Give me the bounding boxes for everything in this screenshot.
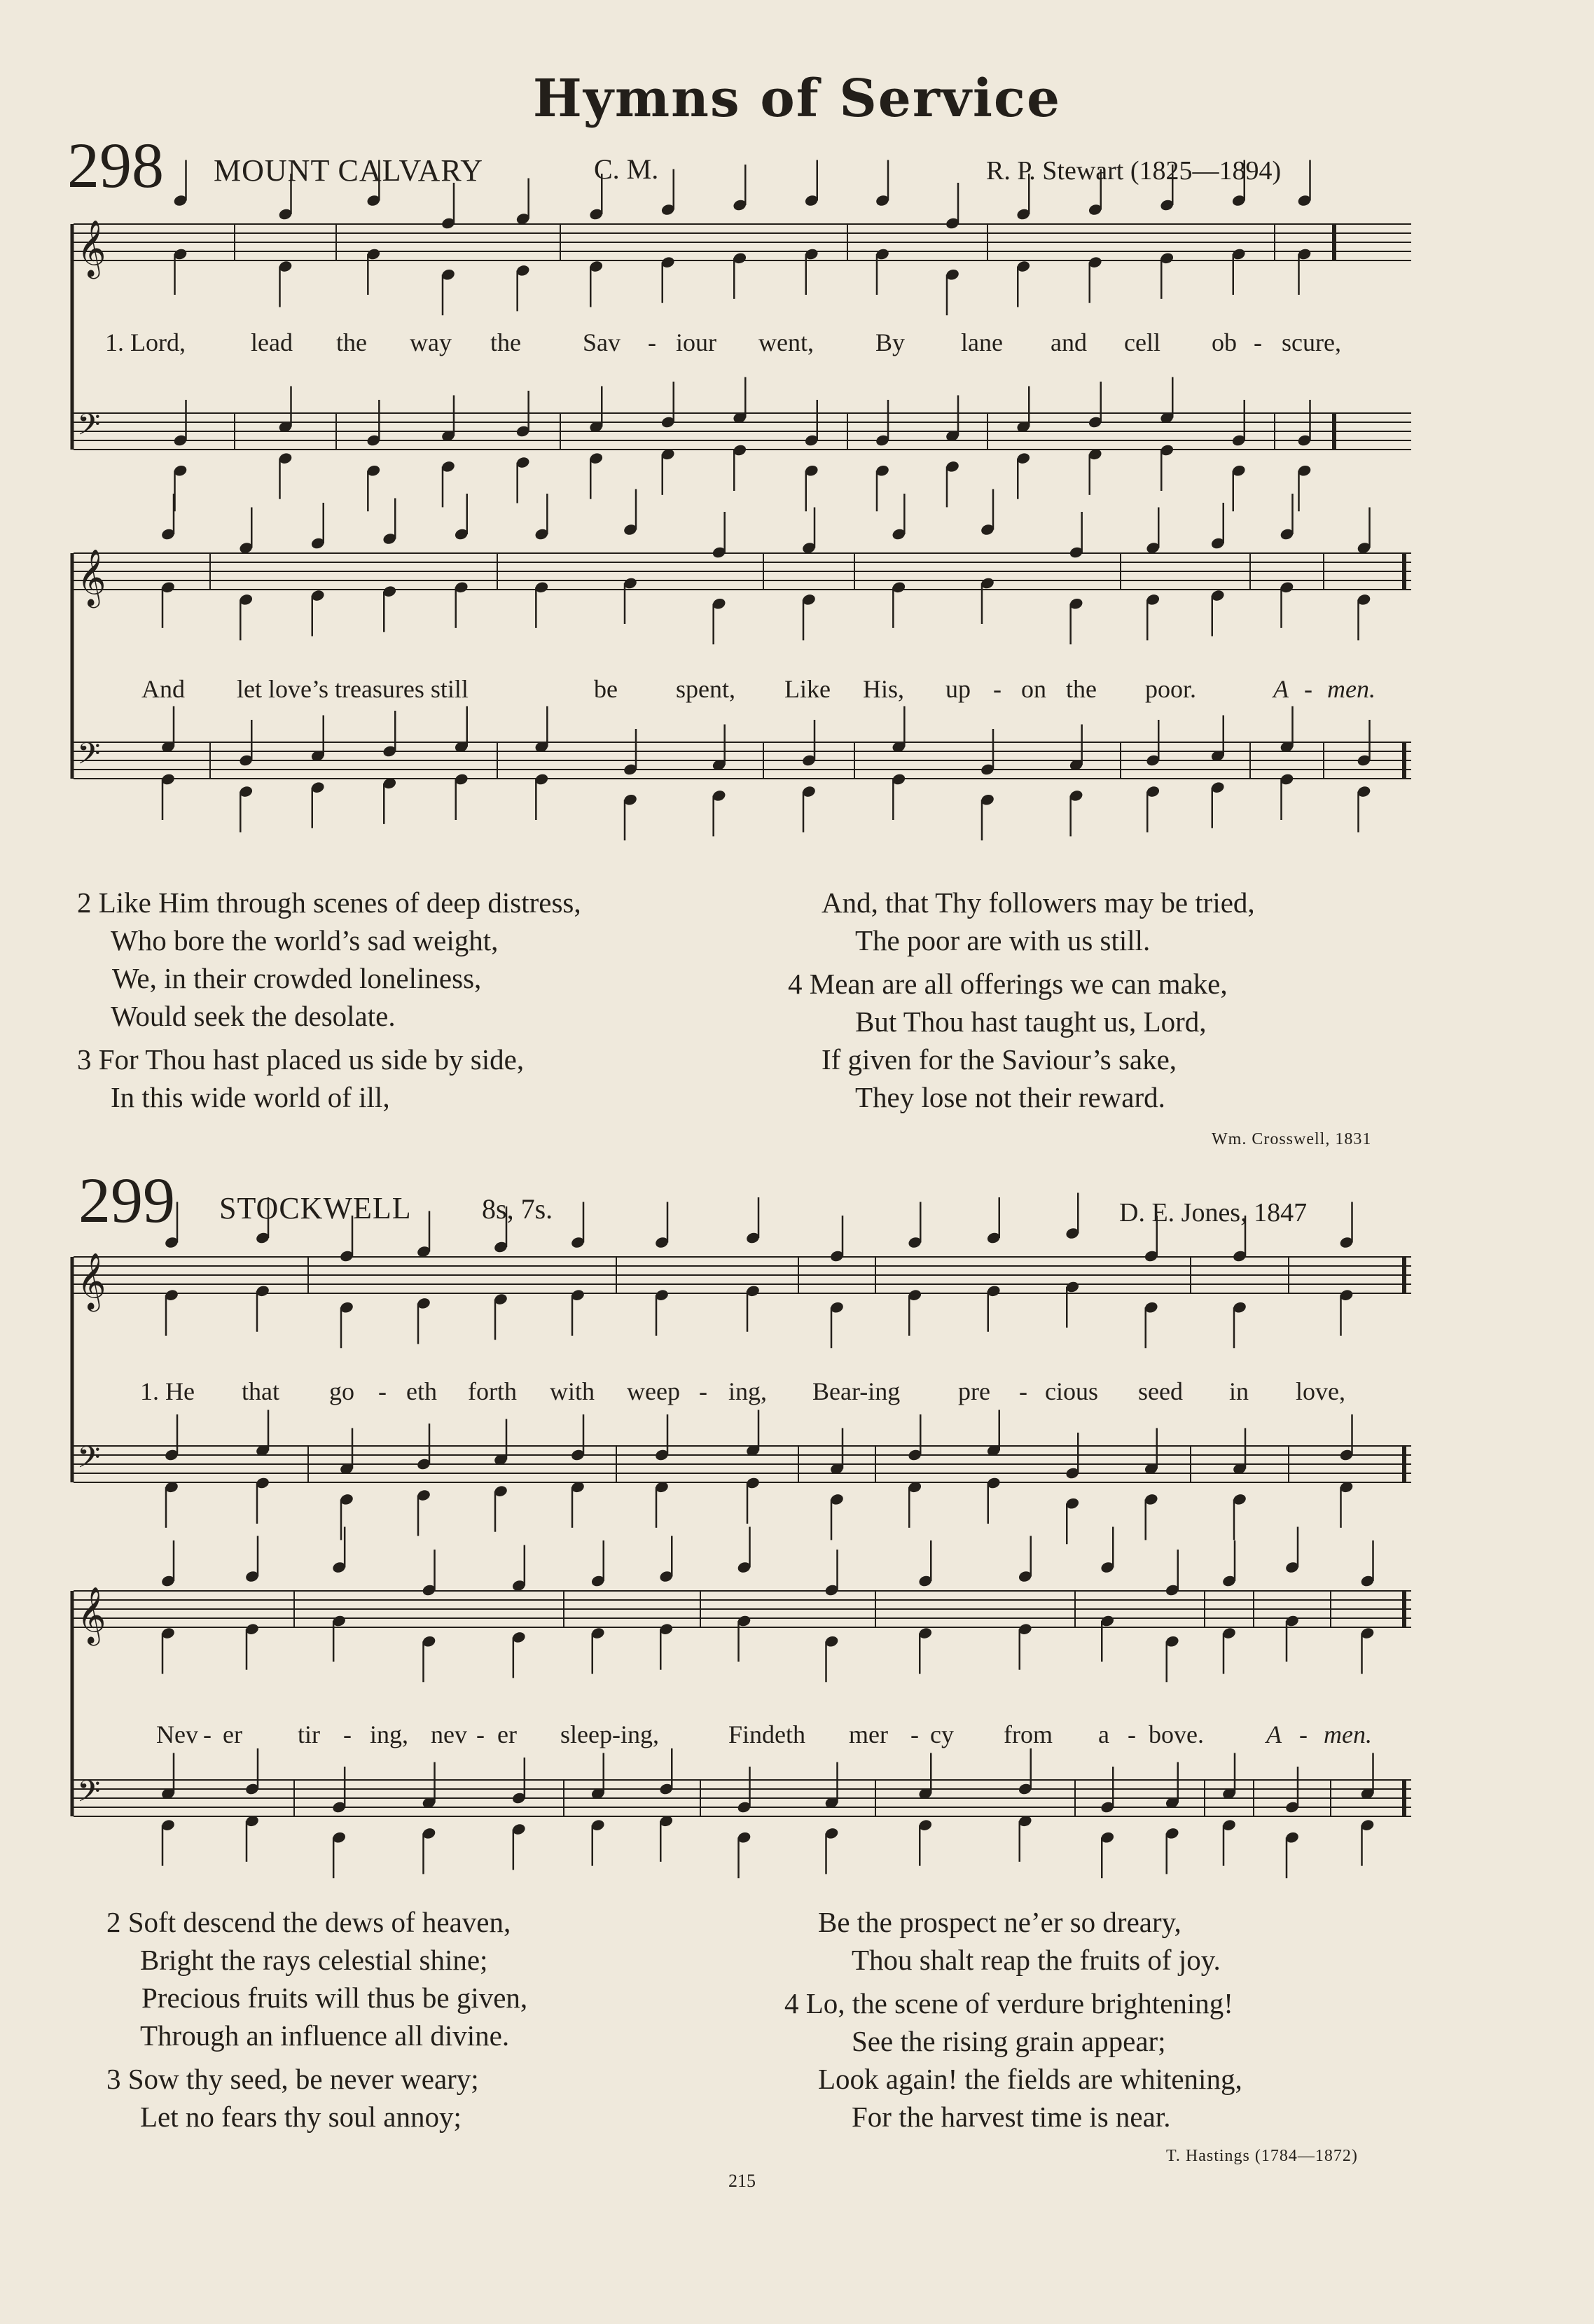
- lyric-syllable: Nev: [156, 1720, 198, 1748]
- lyrics-line: [0, 674, 1594, 709]
- lyric-syllable: the: [1066, 675, 1097, 703]
- lyric-syllable: -: [1304, 675, 1312, 703]
- lyric-syllable: forth: [468, 1377, 517, 1405]
- verse-line: 4 Mean are all offerings we can make,: [788, 968, 1228, 1000]
- lyric-syllable: er: [223, 1720, 242, 1748]
- verse-line: The poor are with us still.: [855, 924, 1151, 956]
- lyric-syllable: be: [594, 675, 618, 703]
- page-number: 215: [728, 2171, 756, 2191]
- tune-name: STOCKWELL: [219, 1191, 412, 1225]
- verse-line: Let no fears thy soul annoy;: [140, 2101, 462, 2133]
- lyric-syllable: Sav: [583, 328, 621, 356]
- lyric-syllable: cious: [1045, 1377, 1098, 1405]
- lyric-syllable: go: [329, 1377, 354, 1405]
- lyric-syllable: By: [875, 328, 906, 356]
- tune-name: MOUNT CALVARY: [214, 153, 484, 188]
- lyric-syllable: Bear-ing: [812, 1377, 901, 1405]
- lyric-syllable: Like: [784, 675, 831, 703]
- lyric-syllable: bove.: [1149, 1720, 1204, 1748]
- verse-line: Bright the rays celestial shine;: [140, 1944, 488, 1976]
- lyrics-line: [0, 1377, 1594, 1412]
- verse-line: Through an influence all divine.: [140, 2019, 510, 2052]
- bass-clef-icon: 𝄢: [77, 737, 101, 779]
- lyric-syllable: -: [343, 1720, 352, 1748]
- hymn-author: T. Hastings (1784—1872): [1166, 2147, 1358, 2165]
- lyric-syllable: sleep-ing,: [560, 1720, 659, 1748]
- bass-clef-icon: 𝄢: [77, 1440, 101, 1482]
- lyric-syllable: lead: [251, 328, 293, 356]
- lyric-syllable: cy: [930, 1720, 954, 1748]
- lyric-syllable: er: [497, 1720, 517, 1748]
- lyric-syllable: the: [336, 328, 367, 356]
- verse-line: 2 Like Him through scenes of deep distress,: [77, 886, 581, 919]
- verse-line: 4 Lo, the scene of verdure brightening!: [784, 1987, 1233, 2019]
- lyric-syllable: ing,: [728, 1377, 768, 1405]
- lyric-syllable: -: [993, 675, 1002, 703]
- verse-line: Thou shalt reap the fruits of joy.: [852, 1944, 1221, 1976]
- lyric-syllable: love,: [1296, 1377, 1345, 1405]
- lyric-syllable: tir: [298, 1720, 320, 1748]
- verse-line: And, that Thy followers may be tried,: [822, 886, 1255, 919]
- lyric-syllable: a: [1098, 1720, 1109, 1748]
- lyrics-line: [0, 328, 1594, 363]
- verse-line: But Thou hast taught us, Lord,: [855, 1006, 1207, 1038]
- lyric-syllable: A: [1266, 1720, 1282, 1748]
- treble-clef-icon: 𝄞: [77, 219, 106, 277]
- lyric-syllable: ob: [1212, 328, 1237, 356]
- lyric-syllable: -: [476, 1720, 485, 1748]
- verses-left: [77, 884, 581, 1116]
- lyric-syllable: and: [1051, 328, 1087, 356]
- lyric-syllable: -: [1019, 1377, 1027, 1405]
- lyric-syllable: -: [910, 1720, 919, 1748]
- verse-line: For the harvest time is near.: [852, 2101, 1171, 2133]
- lyric-syllable: weep: [627, 1377, 680, 1405]
- lyric-syllable: 1. He: [140, 1377, 195, 1405]
- verse-line: 2 Soft descend the dews of heaven,: [106, 1906, 511, 1938]
- treble-clef-icon: 𝄞: [77, 548, 106, 606]
- lyric-syllable: the: [490, 328, 521, 356]
- lyric-syllable: eth: [406, 1377, 437, 1405]
- lyric-syllable: iour: [676, 328, 716, 356]
- hymn-number: 299: [78, 1164, 175, 1236]
- meter: 8s, 7s.: [482, 1193, 553, 1225]
- verse-line: 3 For Thou hast placed us side by side,: [77, 1043, 525, 1076]
- lyric-syllable: -: [1299, 1720, 1308, 1748]
- verse-line: If given for the Saviour’s sake,: [822, 1043, 1177, 1076]
- composer: R. P. Stewart (1825—1894): [986, 156, 1282, 186]
- lyric-syllable: way: [410, 328, 452, 356]
- lyric-syllable: -: [378, 1377, 387, 1405]
- treble-clef-icon: 𝄞: [77, 1252, 106, 1309]
- verse-line: Who bore the world’s sad weight,: [111, 924, 499, 956]
- lyric-syllable: 1. Lord,: [105, 328, 186, 356]
- lyric-syllable: -: [648, 328, 656, 356]
- lyric-syllable: spent,: [676, 675, 735, 703]
- lyric-syllable: up: [945, 675, 971, 703]
- verse-line: We, in their crowded loneliness,: [112, 962, 482, 994]
- verse-line: 3 Sow thy seed, be never weary;: [106, 2063, 479, 2095]
- lyric-syllable: His,: [863, 675, 905, 703]
- bass-clef-icon: 𝄢: [77, 408, 101, 450]
- lyric-syllable: let love’s treasures still: [237, 675, 469, 703]
- lyric-syllable: pre: [958, 1377, 990, 1405]
- lyric-syllable: Findeth: [728, 1720, 806, 1748]
- lyric-syllable: seed: [1138, 1377, 1183, 1405]
- verses-left: [106, 1903, 527, 2136]
- lyric-syllable: A: [1273, 675, 1289, 703]
- lyric-syllable: cell: [1124, 328, 1160, 356]
- lyric-syllable: from: [1004, 1720, 1053, 1748]
- lyric-syllable: -: [1254, 328, 1262, 356]
- lyric-syllable: poor.: [1145, 675, 1197, 703]
- composer: D. E. Jones, 1847: [1119, 1198, 1308, 1227]
- lyric-syllable: men.: [1324, 1720, 1372, 1748]
- lyric-syllable: with: [550, 1377, 595, 1405]
- bass-clef-icon: 𝄢: [77, 1774, 101, 1816]
- lyric-syllable: that: [242, 1377, 279, 1405]
- lyric-syllable: went,: [758, 328, 814, 356]
- lyric-syllable: mer: [849, 1720, 888, 1748]
- lyric-syllable: -: [1128, 1720, 1136, 1748]
- lyric-syllable: -: [203, 1720, 212, 1748]
- verse-line: See the rising grain appear;: [852, 2025, 1166, 2057]
- verse-line: Would seek the desolate.: [111, 1000, 396, 1032]
- verse-line: Precious fruits will thus be given,: [141, 1982, 528, 2014]
- verse-line: In this wide world of ill,: [111, 1081, 390, 1113]
- verse-line: Be the prospect ne’er so dreary,: [818, 1906, 1181, 1938]
- hymn-author: Wm. Crosswell, 1831: [1212, 1130, 1372, 1148]
- lyric-syllable: nev: [431, 1720, 467, 1748]
- lyrics-line: [0, 1720, 1594, 1755]
- lyric-syllable: in: [1229, 1377, 1249, 1405]
- verses-right: [788, 884, 1255, 1116]
- lyric-syllable: And: [141, 675, 185, 703]
- verse-line: Look again! the fields are whitening,: [818, 2063, 1242, 2095]
- running-head: Hymns of Service: [532, 69, 1062, 129]
- lyric-syllable: on: [1021, 675, 1046, 703]
- treble-clef-icon: 𝄞: [77, 1586, 106, 1643]
- lyric-syllable: ing,: [370, 1720, 409, 1748]
- verse-line: They lose not their reward.: [855, 1081, 1165, 1113]
- lyric-syllable: men.: [1327, 675, 1375, 703]
- verses-right: [784, 1903, 1242, 2136]
- lyric-syllable: scure,: [1282, 328, 1341, 356]
- hymn-number: 298: [67, 130, 164, 201]
- lyric-syllable: -: [699, 1377, 707, 1405]
- meter: C. M.: [594, 153, 659, 185]
- lyric-syllable: lane: [961, 328, 1003, 356]
